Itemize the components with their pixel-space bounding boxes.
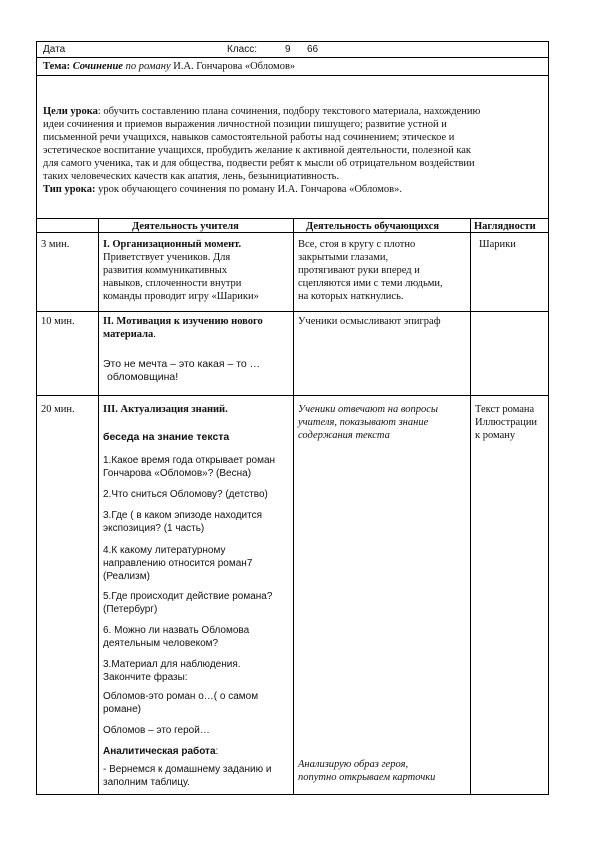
- teacher-cell: [103, 238, 259, 303]
- column-divider: [293, 218, 294, 795]
- question-line: экспозиция? (1 часть): [103, 523, 205, 534]
- question-line: 1.Какое время года открывает роман: [103, 455, 276, 466]
- teacher-cell: [103, 315, 263, 341]
- cell-line: обломовщина!: [107, 371, 179, 383]
- topic-line: [43, 60, 295, 73]
- lesson-type-text: урок обучающего сочинения по роману И.А. Гончарова «Обломов».: [95, 184, 403, 195]
- row-time: 3 мин.: [41, 239, 70, 250]
- goals-line: для самого ученика, так и для общества, подвести ребят к мысли об отрицательном воздействии: [43, 158, 475, 169]
- question-line: 5.Где происходит действие романа?: [103, 591, 273, 602]
- cell-line: протягивают руки вперед и: [298, 265, 420, 276]
- cell-line: закрытыми глазами,: [298, 252, 389, 263]
- question-item: [103, 624, 249, 650]
- header-visuals: Наглядности: [474, 221, 536, 232]
- goals-line: : обучить составлению плана сочинения, подбору текстового материала, нахождению: [97, 106, 481, 117]
- cell-line: учителя, показывают знание: [298, 417, 429, 428]
- question-line: романе): [103, 704, 141, 715]
- question-line: Закончите фразы:: [103, 672, 188, 683]
- analytic-text: [103, 763, 271, 789]
- column-divider: [98, 218, 99, 795]
- cell-line: навыков, сплоченности внутри: [103, 278, 242, 289]
- goals-line: эстетическое воспитание учащихся, пробудить желание к активной деятельности, полезной как: [43, 145, 472, 156]
- goals-line: таких человеческих качеств как апатия, лень, безынициативность.: [43, 171, 340, 182]
- epigraph: [103, 358, 260, 384]
- section-title: III. Актуализация знаний.: [103, 404, 228, 415]
- topic-title: Сочинение: [72, 61, 123, 72]
- row-time: 10 мин.: [41, 316, 75, 327]
- cell-line: содержания текста: [298, 430, 390, 441]
- question-line: Обломов-это роман о…( о самом: [103, 691, 259, 702]
- question-line: деятельным человеком?: [103, 638, 219, 649]
- cell-line: команды проводит игру «Шарики»: [103, 291, 259, 302]
- goals-line: идеи сочинения и приемов выражения личностной позиции пишущего; развитие устной и: [43, 119, 447, 130]
- question-item: [103, 590, 272, 616]
- cell-line: Все, стоя в кругу с плотно: [298, 239, 416, 250]
- cell-line: Анализирую образ героя,: [298, 759, 409, 770]
- cell-line: сцепляются ими с теми людьми,: [298, 278, 443, 289]
- lesson-plan-page: [36, 41, 549, 795]
- header-students: Деятельность обучающихся: [306, 221, 439, 232]
- question-item: [103, 454, 275, 480]
- section-title: материала: [103, 329, 154, 340]
- analytic-heading: [103, 745, 218, 758]
- cell-line: на которых наткнулись.: [298, 291, 404, 302]
- analytic-colon: :: [215, 746, 219, 757]
- question-line: 3.Где ( в каком эпизоде находится: [103, 510, 263, 521]
- question-line: направлению относится роман7: [103, 558, 253, 569]
- goals-block: [43, 105, 548, 196]
- class-label: Класс:: [227, 44, 257, 55]
- students-cell: [298, 315, 441, 328]
- question-item: [103, 488, 268, 501]
- lesson-type-label: Тип урока:: [43, 184, 96, 195]
- section-title: I. Организационный момент.: [103, 239, 242, 250]
- cell-line: развития коммуникативных: [103, 265, 228, 276]
- cell-line: Это не мечта – это какая – то …: [103, 358, 261, 370]
- visual-cell: [475, 403, 537, 442]
- question-line: 2.Что сниться Обломову? (детство): [103, 489, 268, 500]
- cell-line: Иллюстрации: [475, 417, 538, 428]
- students-cell: [298, 403, 438, 442]
- date-label: Дата: [43, 44, 66, 55]
- topic-rest: И.А. Гончарова «Обломов»: [173, 61, 296, 72]
- cell-line: попутно открываем карточки: [298, 772, 436, 783]
- question-item: [103, 509, 262, 535]
- topic-by-novel: по роману: [125, 61, 171, 72]
- goals-line: письменной речи учащихся, навыков самостоятельной работы над сочинением; этическое и: [43, 132, 455, 143]
- analytic-label: Аналитическая работа: [103, 746, 216, 757]
- question-line: Гончарова «Обломов»? (Весна): [103, 468, 252, 479]
- row-time: 20 мин.: [41, 404, 75, 415]
- section-title: II. Мотивация к изучению нового: [103, 316, 263, 327]
- analytic-line: - Вернемся к домашнему заданию и: [103, 764, 272, 775]
- cell-line: Ученики отвечают на вопросы: [298, 404, 439, 415]
- header-teacher: Деятельность учителя: [132, 221, 239, 232]
- question-line: Обломов – это герой…: [103, 725, 210, 736]
- question-line: 6. Можно ли назвать Обломова: [103, 625, 250, 636]
- question-line: (Реализм): [103, 571, 150, 582]
- section-title-dot: .: [153, 329, 156, 340]
- visual-cell: Шарики: [479, 239, 516, 250]
- students-cell: [298, 758, 435, 784]
- question-item: [103, 724, 210, 737]
- divider: [37, 57, 548, 58]
- analytic-line: заполним таблицу.: [103, 777, 190, 788]
- question-line: (Петербург): [103, 604, 158, 615]
- cell-line: Приветствует учеников. Для: [103, 252, 231, 263]
- question-line: 4.К какому литературному: [103, 545, 226, 556]
- cell-line: Текст романа: [475, 404, 535, 415]
- goals-label: Цели урока: [43, 106, 98, 117]
- question-item: [103, 690, 258, 716]
- cell-line: к роману: [475, 430, 516, 441]
- class-value-a: 9: [285, 44, 291, 55]
- question-item: [103, 658, 241, 684]
- divider: [37, 75, 548, 76]
- section-subtitle: беседа на знание текста: [103, 431, 230, 443]
- column-divider: [470, 218, 471, 795]
- class-value-b: 66: [307, 44, 319, 55]
- question-line: 3.Материал для наблюдения.: [103, 659, 241, 670]
- cell-line: Ученики осмысливают эпиграф: [298, 316, 441, 327]
- students-cell: [298, 238, 443, 303]
- question-item: [103, 544, 252, 583]
- topic-label: Тема:: [43, 61, 71, 72]
